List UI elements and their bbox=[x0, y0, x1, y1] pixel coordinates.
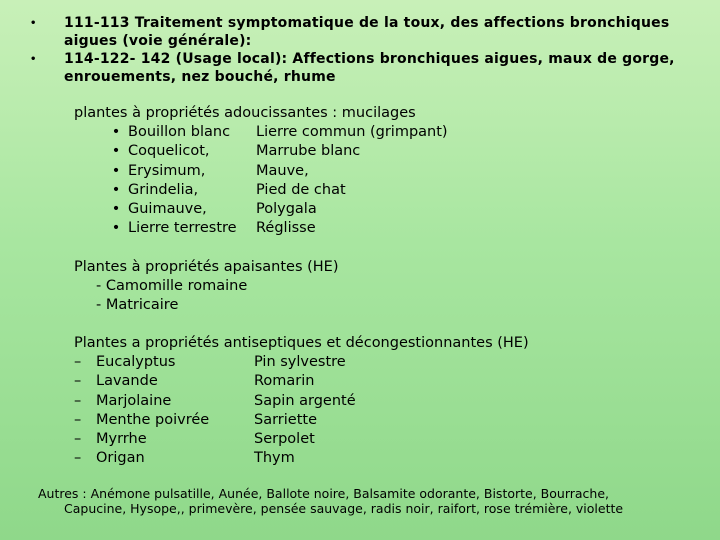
antiseptiques-section bbox=[74, 334, 529, 468]
mucilages-section bbox=[74, 104, 448, 238]
plant-name: Pin sylvestre bbox=[254, 354, 346, 371]
list-item: - Camomille romaine bbox=[96, 278, 248, 295]
plant-name: Myrrhe bbox=[96, 431, 147, 448]
footer-line: Capucine, Hysope,, primevère, pensée sauvage, radis noir, raifort, rose trémière, violette bbox=[64, 501, 624, 516]
plant-name: Serpolet bbox=[254, 431, 315, 448]
plant-name: Erysimum, bbox=[128, 162, 206, 179]
section-title: plantes à propriétés adoucissantes : mucilages bbox=[74, 105, 416, 121]
apaisantes-section bbox=[74, 258, 339, 316]
header-item bbox=[30, 50, 710, 86]
plant-name: Romarin bbox=[254, 373, 315, 390]
plant-name: Sapin argenté bbox=[254, 392, 356, 409]
list-item: - Matricaire bbox=[96, 297, 179, 314]
header-list bbox=[30, 14, 710, 86]
section-title: Plantes à propriétés apaisantes (HE) bbox=[74, 259, 339, 275]
bullet: • bbox=[111, 162, 121, 179]
plant-name: Lierre commun (grimpant) bbox=[256, 124, 448, 141]
list-item bbox=[74, 353, 529, 372]
plant-name: Réglisse bbox=[256, 220, 316, 237]
bullet: • bbox=[111, 220, 121, 237]
list-item bbox=[104, 181, 448, 200]
bullet: • bbox=[111, 143, 121, 160]
plant-name: Thym bbox=[254, 450, 295, 467]
plant-name: Bouillon blanc bbox=[128, 124, 231, 141]
bullet: • bbox=[30, 18, 37, 29]
plant-name: Lavande bbox=[96, 373, 158, 390]
list-item bbox=[74, 430, 529, 449]
dash: – bbox=[74, 411, 82, 428]
list-item bbox=[104, 219, 448, 238]
plant-name: Eucalyptus bbox=[96, 354, 176, 371]
list-item bbox=[74, 411, 529, 430]
plant-name: Mauve, bbox=[256, 162, 309, 179]
plant-name: Lierre terrestre bbox=[128, 220, 237, 237]
plant-name: Pied de chat bbox=[256, 181, 346, 198]
plant-name: Marrube blanc bbox=[256, 143, 361, 160]
header-item-text: 111-113 Traitement symptomatique de la toux, des affections bronchiques aigues (voie générale): bbox=[64, 15, 670, 49]
footer-note bbox=[38, 486, 678, 516]
bullet: • bbox=[111, 124, 121, 141]
plant-name: Origan bbox=[96, 450, 145, 467]
dash: – bbox=[74, 450, 82, 467]
plant-name: Guimauve, bbox=[128, 201, 207, 218]
section-title: Plantes a propriétés antiseptiques et décongestionnantes (HE) bbox=[74, 335, 529, 351]
plant-name: Marjolaine bbox=[96, 392, 172, 409]
footer-line: Autres : Anémone pulsatille, Aunée, Ballote noire, Balsamite odorante, Bistorte, Bourrache, bbox=[38, 486, 609, 501]
plant-name: Sarriette bbox=[254, 411, 317, 428]
dash: – bbox=[74, 431, 82, 448]
header-item bbox=[30, 14, 710, 50]
list-item bbox=[104, 200, 448, 219]
dash: – bbox=[74, 354, 82, 371]
bullet: • bbox=[30, 54, 37, 65]
list-item bbox=[74, 449, 529, 468]
plant-name: Polygala bbox=[256, 201, 317, 218]
plant-name: Menthe poivrée bbox=[96, 411, 210, 428]
plant-name: Grindelia, bbox=[128, 181, 199, 198]
dash: – bbox=[74, 373, 82, 390]
list-item bbox=[74, 372, 529, 391]
bullet: • bbox=[111, 181, 121, 198]
list-item bbox=[74, 392, 529, 411]
dash: – bbox=[74, 392, 82, 409]
list-item bbox=[104, 123, 448, 142]
bullet: • bbox=[111, 201, 121, 218]
plant-name: Coquelicot, bbox=[128, 143, 210, 160]
header-item-text: 114-122- 142 (Usage local): Affections bronchiques aigues, maux de gorge, enrouements, nez bouché, rhume bbox=[64, 51, 675, 85]
list-item bbox=[104, 142, 448, 161]
list-item bbox=[104, 162, 448, 181]
